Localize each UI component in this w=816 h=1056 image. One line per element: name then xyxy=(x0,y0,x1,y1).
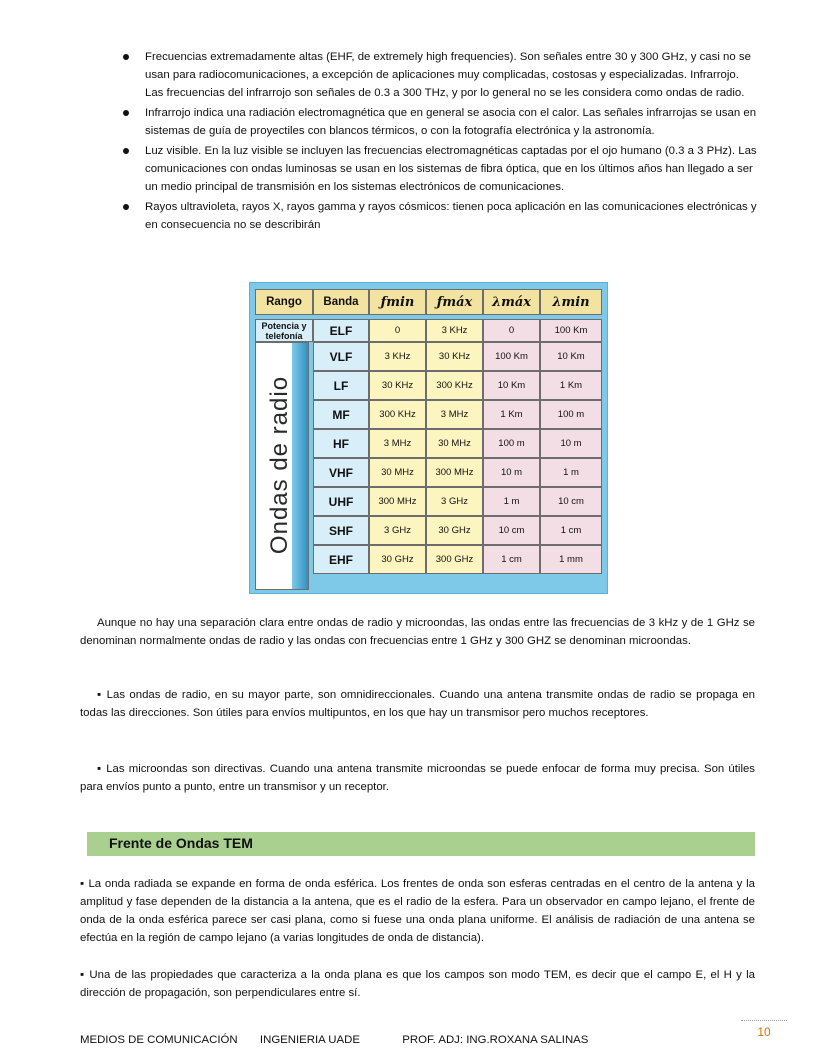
value-cell: 10 m xyxy=(483,458,540,487)
ondas-de-radio-label: Ondas de radio xyxy=(266,375,293,555)
ondas-gradient-bar xyxy=(292,343,308,589)
section-title: Frente de Ondas TEM xyxy=(109,835,253,851)
list-item xyxy=(119,104,759,140)
value-cell: 1 m xyxy=(483,487,540,516)
bullet-text: Frecuencias extremadamente altas (EHF, de extremely high frequencies). Son señales entre 30 y 300 GHz, y casi no se usan para radiocomunicaciones, a excepción de aplicaciones muy complicadas, costosas y especializadas. Infrarrojo. Las frecuencias del infrarrojo son señales de 0.3 a 300 THz, y por lo general no se les considera como ondas de radio. xyxy=(145,51,751,99)
value-cell: 10 m xyxy=(540,429,602,458)
value-cell: 100 Km xyxy=(540,319,602,342)
value-cell: 0 xyxy=(369,319,426,342)
value-cell: 30 MHz xyxy=(426,429,483,458)
footer-course: MEDIOS DE COMUNICACIÓN xyxy=(80,1034,238,1046)
value-cell: 3 GHz xyxy=(426,487,483,516)
header-cell: Banda xyxy=(313,289,369,315)
value-cell: 1 cm xyxy=(483,545,540,574)
value-cell: 1 m xyxy=(540,458,602,487)
paragraph-onda-radiada: ▪ La onda radiada se expande en forma de onda esférica. Los frentes de onda son esferas centradas en el centro de la antena y la amplitud y fase dependen de la distancia a la antena, que es el radio de la esfera. Para un observador en campo lejano, el frente de onda de la onda esférica parece ser casi plana, como si fuese una onda plana uniforme. El análisis de radiación de una antena se efectúa en la región de campo lejano (a varias longitudes de onda de distancia). xyxy=(80,878,755,944)
list-item xyxy=(119,48,759,102)
footer-professor: PROF. ADJ: ING.ROXANA SALINAS xyxy=(402,1034,589,1046)
value-cell: 1 cm xyxy=(540,516,602,545)
footer xyxy=(80,1034,588,1046)
band-cell: LF xyxy=(313,371,369,400)
ondas-de-radio-block xyxy=(255,342,309,590)
value-cell: 300 GHz xyxy=(426,545,483,574)
bullet-icon xyxy=(123,110,129,116)
value-cell: 300 MHz xyxy=(426,458,483,487)
value-cell: 10 cm xyxy=(540,487,602,516)
bullet-list xyxy=(119,48,759,236)
value-cell: 300 KHz xyxy=(369,400,426,429)
value-cell: 30 KHz xyxy=(426,342,483,371)
bullet-icon xyxy=(123,148,129,154)
bullet-text: Infrarrojo indica una radiación electromagnética que en general se asocia con el calor. Las señales infrarrojas se usan en sistemas de guía de proyectiles con blancos térmicos, o con la fotografía electrónica y la astronomía. xyxy=(145,107,757,137)
bullet-text: Rayos ultravioleta, rayos X, rayos gamma y rayos cósmicos: tienen poca aplicación en las comunicaciones electrónicas y en consecuencia no se describirán xyxy=(145,201,757,231)
value-cell: 30 MHz xyxy=(369,458,426,487)
value-cell: 0 xyxy=(483,319,540,342)
page-number: 10 xyxy=(741,1020,787,1039)
value-cell: 10 Km xyxy=(483,371,540,400)
value-cell: 3 KHz xyxy=(426,319,483,342)
value-cell: 300 MHz xyxy=(369,487,426,516)
range-cell-potencia: Potencia y telefonía xyxy=(255,319,313,342)
frequency-band-table xyxy=(249,282,608,594)
bullet-text: Luz visible. En la luz visible se incluyen las frecuencias electromagnéticas captadas por el ojo humano (0.3 a 3 PHz). Las comunicaciones con ondas luminosas se usan en los sistemas de fibra óptica, que en los últimos años han llegado a ser un medio principal de transmisión en los sistemas electrónicos de comunicaciones. xyxy=(145,145,757,193)
value-cell: 30 GHz xyxy=(426,516,483,545)
value-cell: 30 GHz xyxy=(369,545,426,574)
paragraph-microondas: ▪ Las microondas son directivas. Cuando una antena transmite microondas se puede enfocar de forma muy precisa. Son útiles para envíos punto a punto, entre un transmisor y un receptor. xyxy=(80,763,755,793)
value-cell: 30 KHz xyxy=(369,371,426,400)
value-cell: 1 Km xyxy=(540,371,602,400)
header-cell: ƒmáx xyxy=(426,289,483,315)
value-cell: 3 GHz xyxy=(369,516,426,545)
band-cell: MF xyxy=(313,400,369,429)
band-cell: VHF xyxy=(313,458,369,487)
value-cell: 3 KHz xyxy=(369,342,426,371)
list-item xyxy=(119,198,759,234)
bullet-icon xyxy=(123,54,129,60)
bullet-icon xyxy=(123,204,129,210)
value-cell: 3 MHz xyxy=(369,429,426,458)
band-cell: VLF xyxy=(313,342,369,371)
value-cell: 1 Km xyxy=(483,400,540,429)
header-cell: Rango xyxy=(255,289,313,315)
section-header xyxy=(87,832,755,856)
value-cell: 100 m xyxy=(483,429,540,458)
paragraph-ondas-radio: ▪ Las ondas de radio, en su mayor parte, son omnidireccionales. Cuando una antena transmite ondas de radio se propaga en todas las direcciones. Son útiles para envíos multipuntos, en los que hay un transmisor pero muchos receptores. xyxy=(80,689,755,719)
paragraph-onda-plana: ▪ Una de las propiedades que caracteriza a la onda plana es que los campos son modo TEM, es decir que el campo E, el H y la dirección de propagación, son perpendiculares entre sí. xyxy=(80,969,755,999)
list-item xyxy=(119,142,759,196)
header-cell: λmáx xyxy=(483,289,540,315)
paragraph-aunque: Aunque no hay una separación clara entre ondas de radio y microondas, las ondas entre las frecuencias de 3 kHz y de 1 GHz se denominan normalmente ondas de radio y las ondas con frecuencias entre 1 GHz y 300 GHZ se denominan microondas. xyxy=(80,617,755,647)
value-cell: 1 mm xyxy=(540,545,602,574)
value-cell: 300 KHz xyxy=(426,371,483,400)
value-cell: 100 m xyxy=(540,400,602,429)
footer-school: INGENIERIA UADE xyxy=(259,1034,360,1046)
value-cell: 10 cm xyxy=(483,516,540,545)
band-cell: ELF xyxy=(313,319,369,342)
header-cell: ƒmin xyxy=(369,289,426,315)
band-cell: EHF xyxy=(313,545,369,574)
header-cell: λmin xyxy=(540,289,602,315)
value-cell: 10 Km xyxy=(540,342,602,371)
band-cell: UHF xyxy=(313,487,369,516)
value-cell: 100 Km xyxy=(483,342,540,371)
value-cell: 3 MHz xyxy=(426,400,483,429)
band-cell: SHF xyxy=(313,516,369,545)
band-cell: HF xyxy=(313,429,369,458)
